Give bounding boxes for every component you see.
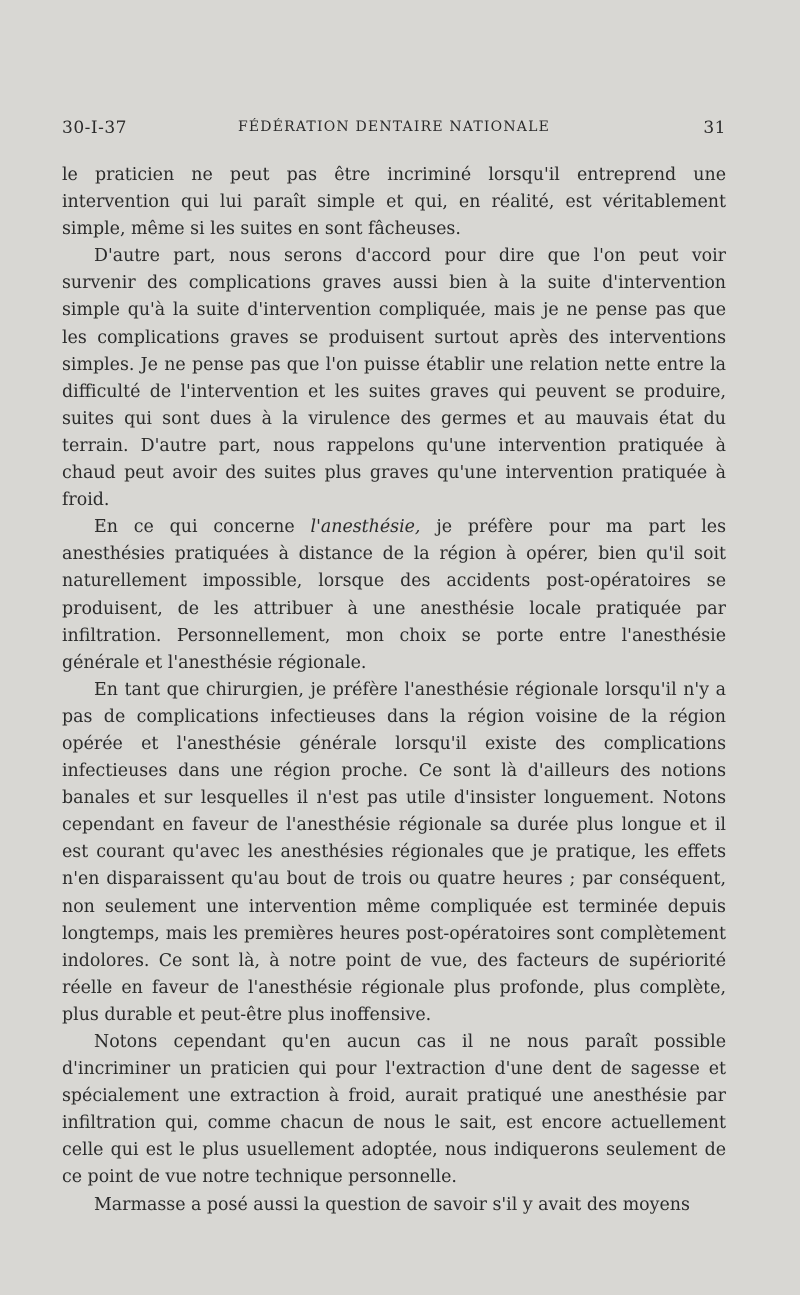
- paragraph-4: En tant que chirurgien, je préfère l'anesthésie régionale lorsqu'il n'y a pas de complications infectieuses dans la région voisine de la région opérée et l'anesthésie générale lorsqu'il existe des complications infectieuses dans une région proche. Ce sont là d'ailleurs des notions banales et sur lesquelles il n'est pas utile d'insister longuement. Notons cependant en faveur de l'anesthésie régionale sa durée plus longue et il est courant qu'avec les anesthésies régionales que je pratique, les effets n'en disparaissent qu'au bout de trois ou quatre heures ; par conséquent, non seulement une intervention même compliquée est terminée depuis longtemps, mais les premières heures post-opératoires sont complètement indolores. Ce sont là, à notre point de vue, des facteurs de supériorité réelle en faveur de l'anesthésie régionale plus profonde, plus complète, plus durable et peut-être plus inoffensive.: [62, 679, 726, 1025]
- body-text: [62, 162, 726, 1219]
- italic-term-anesthesie: l'anesthésie,: [310, 517, 421, 538]
- paragraph-1: le praticien ne peut pas être incriminé lorsqu'il entreprend une intervention qui lui paraît simple et qui, en réalité, est véritablement simple, même si les suites en sont fâcheuses.: [62, 165, 726, 240]
- running-header: [62, 118, 726, 144]
- paragraph-2: D'autre part, nous serons d'accord pour dire que l'on peut voir survenir des complications graves aussi bien à la suite d'intervention simple qu'à la suite d'intervention compliquée, mais je ne pense pas que les complications graves se produisent surtout après des interventions simples. Je ne pense pas que l'on puisse établir une relation nette entre la difficulté de l'intervention et les suites graves qui peuvent se produire, suites qui sont dues à la virulence des germes et au mauvais état du terrain. D'autre part, nous rappelons qu'une intervention pratiquée à chaud peut avoir des suites plus graves qu'une intervention pratiquée à froid.: [62, 246, 726, 511]
- header-date: 30-I-37: [62, 118, 127, 138]
- page-number: 31: [703, 118, 726, 138]
- paragraph-3-rest: je préfère pour ma part les anesthésies pratiquées à distance de la région à opérer, bien qu'il soit naturellement impossible, lorsque des accidents post-opératoires se produisent, de les attribuer à une anesthésie locale pratiquée par infiltration. Personnellement, mon choix se porte entre l'anesthésie générale et l'anesthésie régionale.: [62, 517, 726, 673]
- header-title: FÉDÉRATION DENTAIRE NATIONALE: [237, 119, 551, 135]
- paragraph-6: Marmasse a posé aussi la question de savoir s'il y avait des moyens: [94, 1194, 690, 1215]
- paragraph-5: Notons cependant qu'en aucun cas il ne nous paraît possible d'incriminer un praticien qui pour l'extraction d'une dent de sagesse et spécialement une extraction à froid, aurait pratiqué une anesthésie par infiltration qui, comme chacun de nous le sait, est encore actuellement celle qui est le plus usuellement adoptée, nous indiquerons seulement de ce point de vue notre technique personnelle.: [62, 1032, 726, 1188]
- paragraph-3-lead: En ce qui concerne: [94, 517, 311, 538]
- paragraph-3: [62, 514, 726, 677]
